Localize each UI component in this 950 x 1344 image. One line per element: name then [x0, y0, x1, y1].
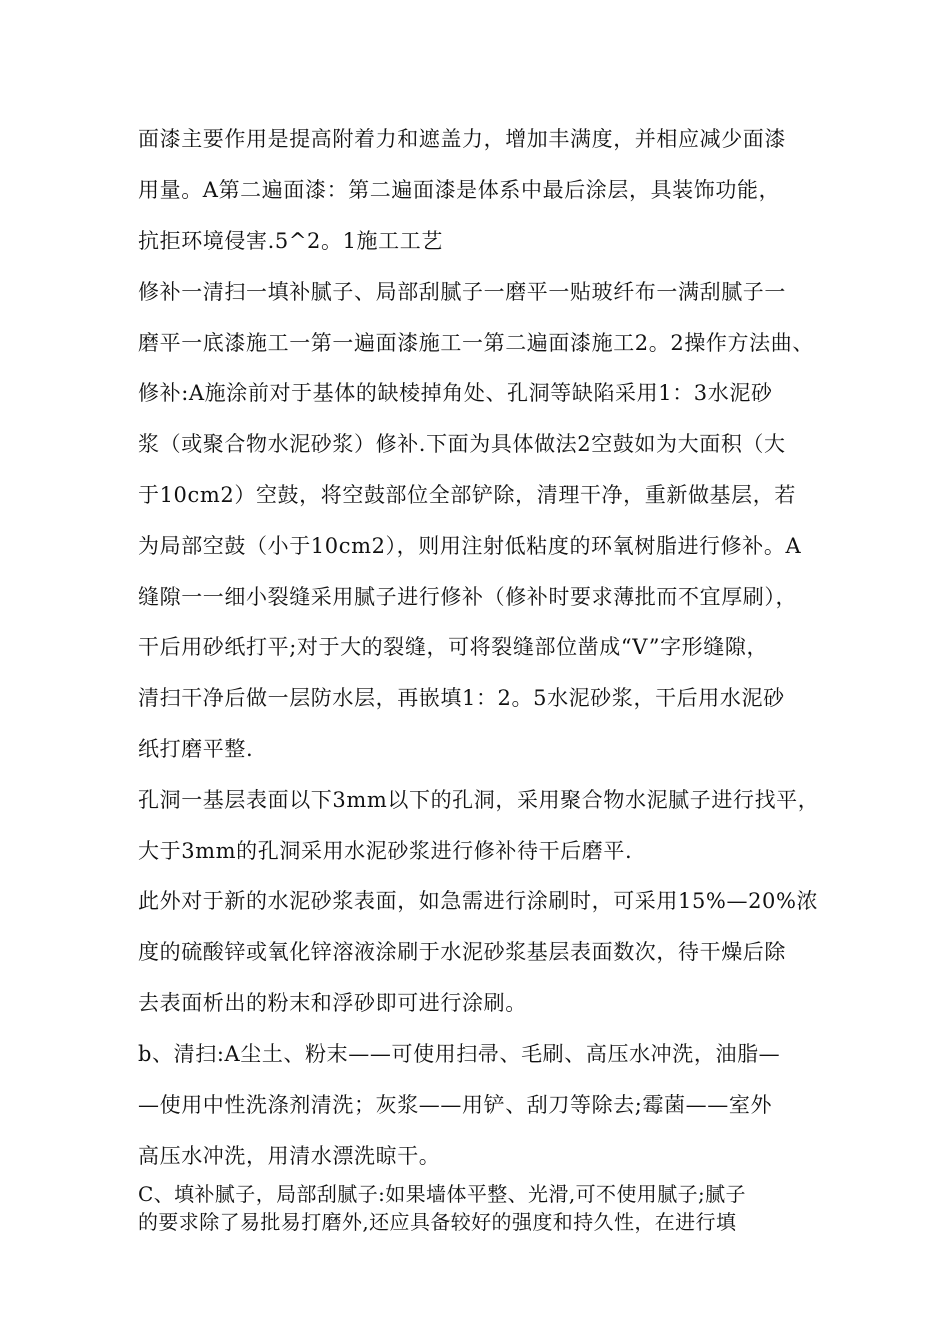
paragraph-line: 此外对于新的水泥砂浆表面，如急需进行涂刷时，可采用15%—20%浓 [138, 889, 819, 913]
paragraph-line: 修补一清扫一填补腻子、局部刮腻子一磨平一贴玻纤布一满刮腻子一 [138, 280, 786, 304]
paragraph-line: 清扫干净后做一层防水层，再嵌填1：2。5水泥砂浆，干后用水泥砂 [138, 686, 785, 710]
paragraph-line: 纸打磨平整. [138, 737, 254, 761]
paragraph-line: 磨平一底漆施工一第一遍面漆施工一第二遍面漆施工2。2操作方法曲、 [138, 331, 814, 355]
paragraph-line: 抗拒环境侵害.5^2。1施工工艺 [138, 229, 443, 253]
paragraph-line: 修补:A施涂前对于基体的缺棱掉角处、孔洞等缺陷采用1：3水泥砂 [138, 381, 773, 405]
paragraph-line: 为局部空鼓（小于10cm2），则用注射低粘度的环氧树脂进行修补。A [138, 534, 802, 558]
paragraph-line: C、填补腻子，局部刮腻子:如果墙体平整、光滑,可不使用腻子;腻子 [138, 1182, 746, 1206]
paragraph-line: 于10cm2）空鼓，将空鼓部位全部铲除，清理干净，重新做基层，若 [138, 483, 796, 507]
paragraph-line: 缝隙一一细小裂缝采用腻子进行修补（修补时要求薄批而不宜厚刷）， [138, 585, 798, 609]
paragraph-line: 去表面析出的粉末和浮砂即可进行涂刷。 [138, 991, 527, 1015]
paragraph-line: 面漆主要作用是提高附着力和遮盖力，增加丰满度，并相应减少面漆 [138, 127, 786, 151]
paragraph-line: 大于3mm的孔洞采用水泥砂浆进行修补待干后磨平. [138, 839, 633, 863]
paragraph-line: 的要求除了易批易打磨外,还应具备较好的强度和持久性，在进行填 [138, 1210, 737, 1234]
paragraph-line: 孔洞一基层表面以下3mm以下的孔洞，采用聚合物水泥腻子进行找平， [138, 788, 820, 812]
paragraph-line: 高压水冲洗，用清水漂洗晾干。 [138, 1144, 441, 1168]
paragraph-line: 用量。A第二遍面漆：第二遍面漆是体系中最后涂层，具装饰功能， [138, 178, 781, 202]
paragraph-line: —使用中性洗涤剂清洗；灰浆——用铲、刮刀等除去;霉菌——室外 [138, 1093, 773, 1117]
paragraph-line: 度的硫酸锌或氧化锌溶液涂刷于水泥砂浆基层表面数次，待干燥后除 [138, 940, 786, 964]
paragraph-line: 干后用砂纸打平;对于大的裂缝，可将裂缝部位凿成“V”字形缝隙， [138, 635, 769, 659]
paragraph-line: b、清扫:A尘土、粉末——可使用扫帚、毛刷、高压水冲洗，油脂— [138, 1042, 781, 1066]
paragraph-line: 浆（或聚合物水泥砂浆）修补.下面为具体做法2空鼓如为大面积（大 [138, 432, 786, 456]
